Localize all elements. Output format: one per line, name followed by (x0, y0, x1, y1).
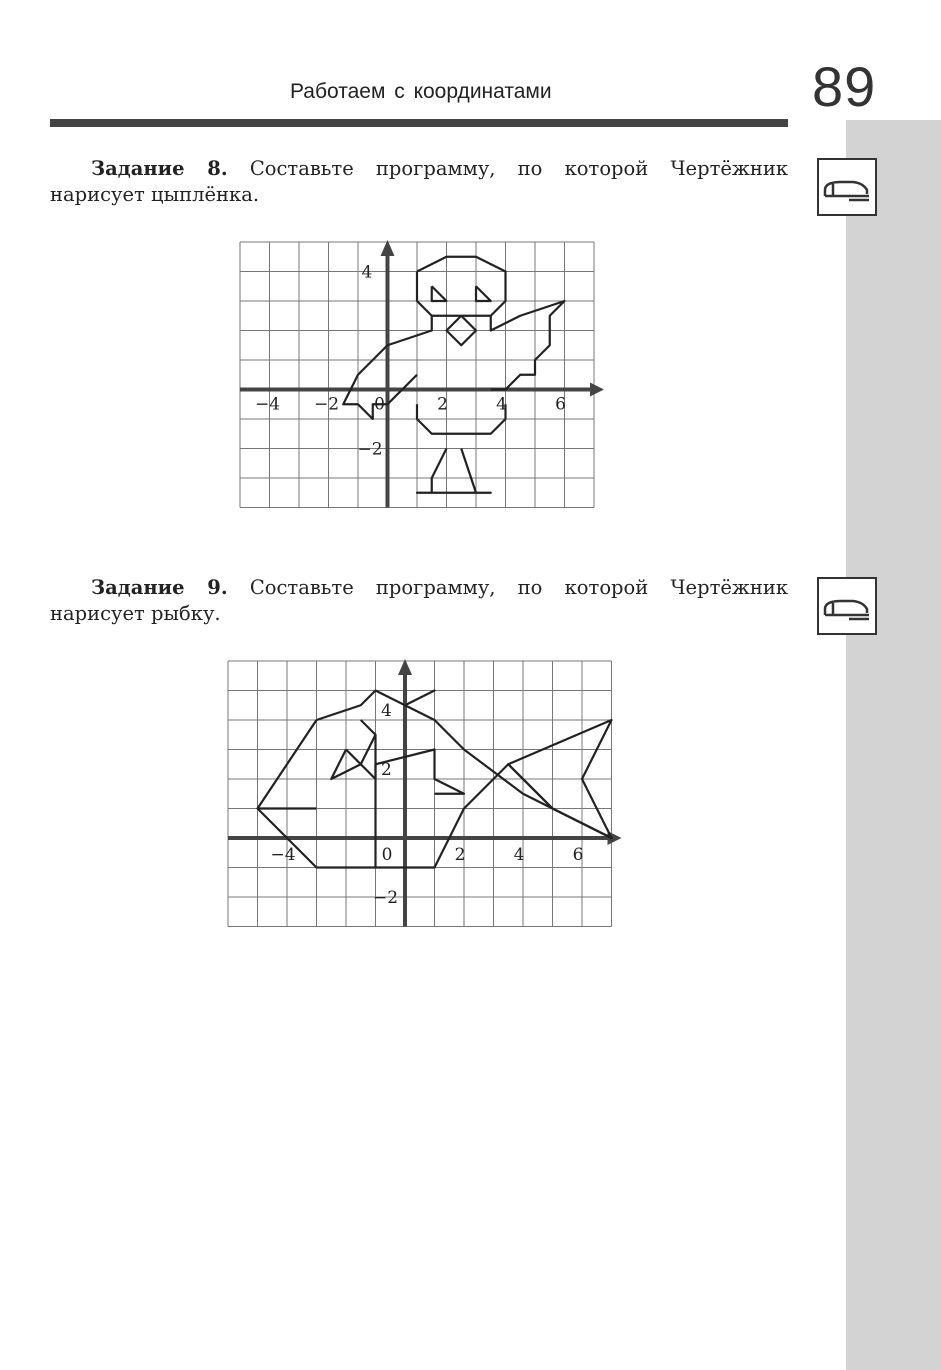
figure-segment (491, 301, 565, 390)
x-tick-label: −4 (270, 845, 296, 865)
fish-coordinate-grid (228, 661, 614, 929)
x-tick-label: 4 (513, 845, 525, 865)
y-tick-label: 4 (361, 262, 373, 283)
page-header-title: Работаем с координатами (290, 80, 552, 103)
mouse-icon (817, 158, 877, 216)
grid-lines (228, 661, 612, 927)
header-rule (50, 119, 788, 127)
task-9 (50, 575, 788, 627)
figure-segment (432, 286, 447, 301)
task-9-text-line1: Составьте программу, по которой Чертёжник (249, 576, 789, 599)
task-8 (50, 156, 788, 208)
x-tick-label: 2 (454, 845, 466, 865)
x-tick-label: 6 (555, 394, 566, 415)
y-tick-label: −2 (357, 439, 383, 460)
figure-segment (417, 449, 491, 493)
figure-segment (476, 286, 491, 301)
axes (240, 240, 604, 508)
x-tick-label: −2 (313, 394, 340, 415)
task-9-text-line2: нарисует рыбку. (50, 602, 221, 625)
x-tick-label: 2 (437, 394, 448, 415)
figure-segment (417, 257, 506, 316)
fish-figure (228, 661, 614, 929)
side-margin-strip (846, 120, 941, 1370)
chick-figure (240, 242, 598, 510)
task-8-line1 (50, 156, 788, 182)
x-tick-label: 0 (374, 394, 385, 415)
x-tick-label: 6 (572, 845, 584, 865)
x-tick-label: −4 (254, 394, 281, 415)
y-tick-label: −2 (373, 888, 399, 908)
y-tick-label: 2 (381, 760, 392, 780)
figure-segment (361, 735, 376, 779)
x-tick-label: 0 (381, 845, 393, 865)
task-9-label: Задание 9. (91, 576, 228, 599)
task-8-text-line1: Составьте программу, по которой Чертёжник (249, 157, 789, 180)
page-number: 89 (812, 55, 877, 118)
chick-coordinate-grid (240, 242, 598, 510)
task-8-text-line2: нарисует цыплёнка. (50, 183, 260, 206)
task-8-label: Задание 8. (91, 157, 228, 180)
task-9-line1 (50, 575, 788, 601)
figure-segment (361, 720, 376, 868)
y-tick-label: 4 (381, 701, 392, 721)
x-axis-arrow (590, 383, 604, 397)
mouse-icon (817, 577, 877, 635)
x-tick-label: 4 (496, 394, 507, 415)
